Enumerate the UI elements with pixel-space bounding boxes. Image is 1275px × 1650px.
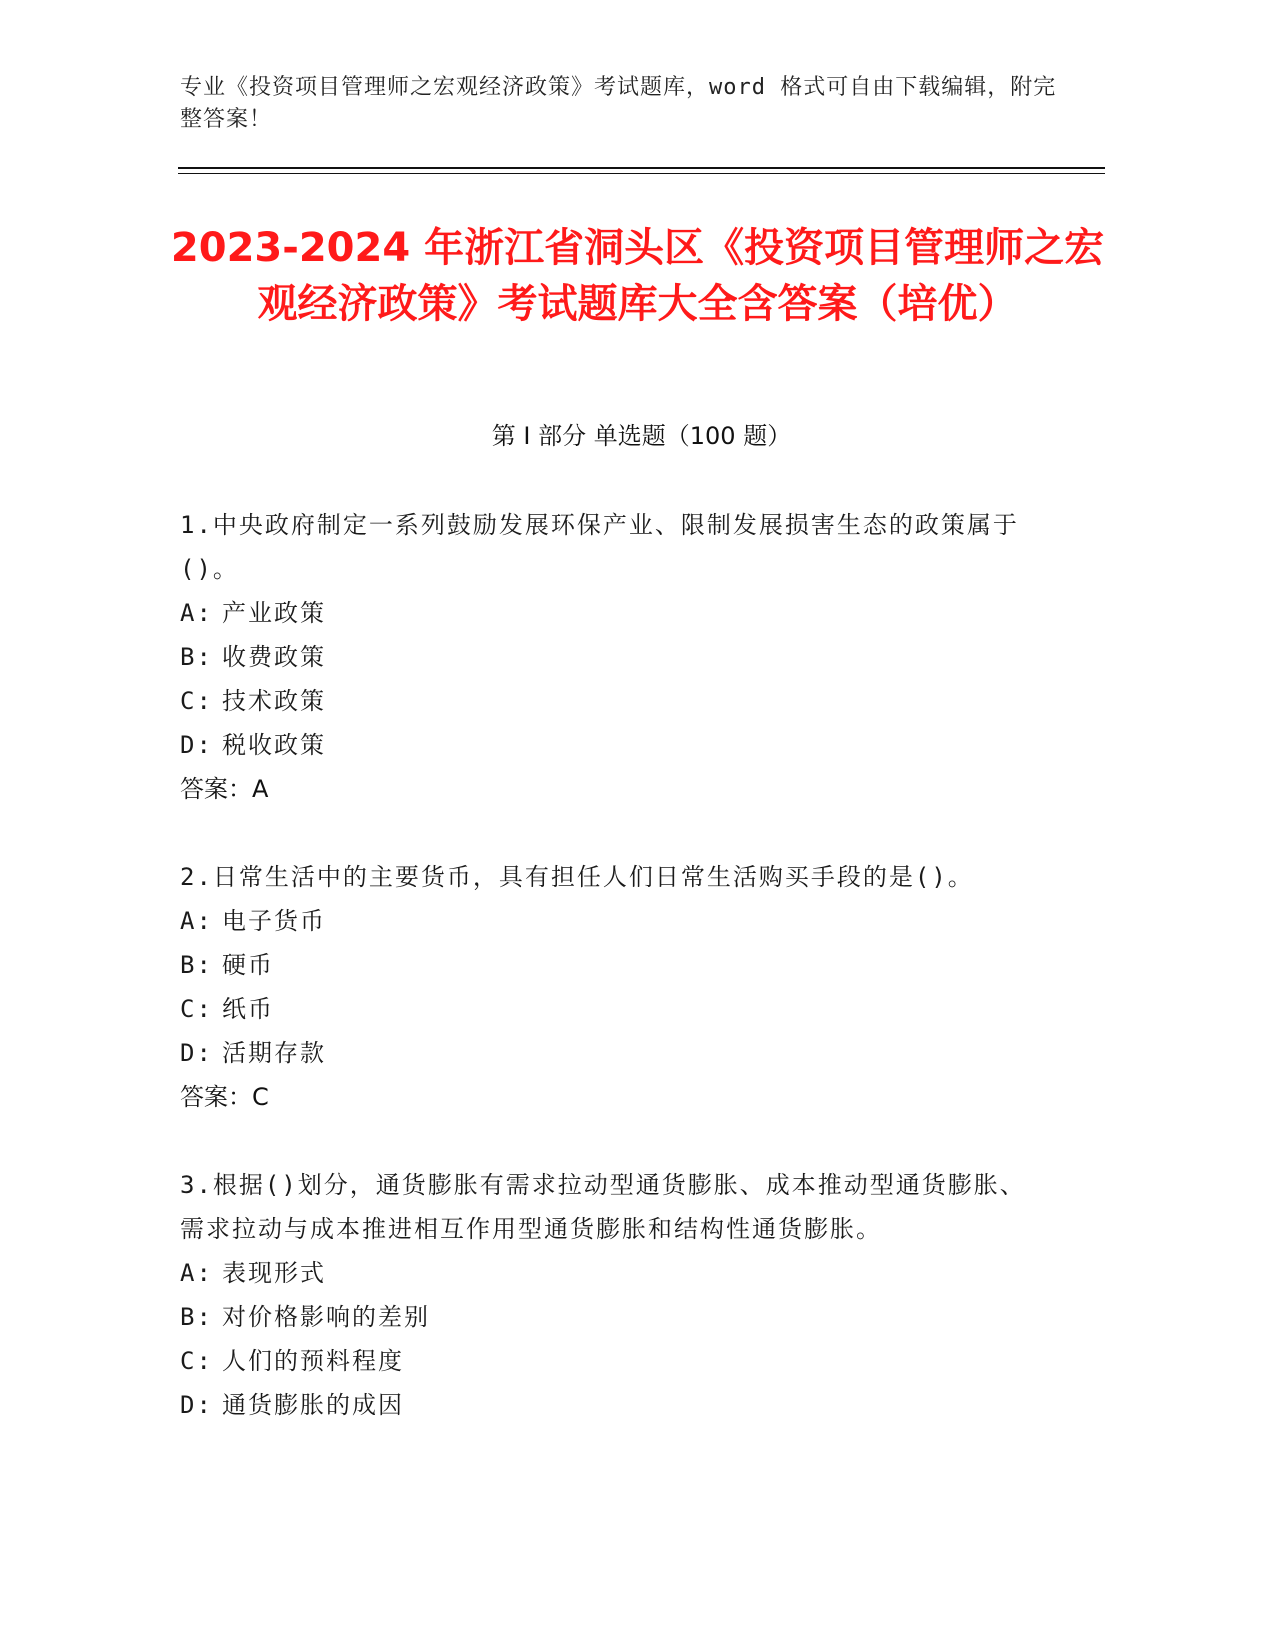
question-3	[180, 1163, 1050, 1427]
option-d	[180, 1383, 1050, 1427]
option-a	[180, 591, 1050, 635]
answer-line: 答案：A	[180, 775, 269, 803]
option-text: 纸币	[222, 995, 274, 1023]
option-text: 活期存款	[222, 1039, 326, 1067]
option-text: 对价格影响的差别	[222, 1303, 430, 1331]
option-d	[180, 723, 1050, 767]
option-key: B:	[180, 951, 213, 979]
option-text: 通货膨胀的成因	[222, 1391, 404, 1419]
option-key: B:	[180, 1303, 213, 1331]
option-a	[180, 1251, 1050, 1295]
option-key: A:	[180, 907, 213, 935]
option-text: 收费政策	[222, 643, 326, 671]
option-key: B:	[180, 643, 213, 671]
option-c	[180, 1339, 1050, 1383]
option-text: 技术政策	[222, 687, 326, 715]
option-b	[180, 1295, 1050, 1339]
option-key: C:	[180, 1347, 213, 1375]
option-text: 表现形式	[222, 1259, 326, 1287]
header-note: 专业《投资项目管理师之宏观经济政策》考试题库，word 格式可自由下载编辑，附完整答案！	[180, 75, 1057, 132]
option-text: 人们的预料程度	[222, 1347, 404, 1375]
document-title: 2023-2024 年浙江省洞头区《投资项目管理师之宏观经济政策》考试题库大全含答案（培优）	[170, 225, 1105, 327]
option-d	[180, 1031, 1050, 1075]
question-stem: 2.日常生活中的主要货币，具有担任人们日常生活购买手段的是()。	[180, 863, 974, 891]
question-2	[180, 855, 1050, 1119]
header-divider-thick	[178, 167, 1105, 169]
option-key: C:	[180, 995, 213, 1023]
option-c	[180, 679, 1050, 723]
section-heading: 第 I 部分 单选题（100 题）	[491, 422, 792, 450]
question-list	[180, 503, 1050, 1471]
answer-line: 答案：C	[180, 1083, 269, 1111]
option-key: A:	[180, 1259, 213, 1287]
option-text: 税收政策	[222, 731, 326, 759]
option-text: 硬币	[222, 951, 274, 979]
header-divider-thin	[178, 173, 1105, 174]
option-key: D:	[180, 731, 213, 759]
option-text: 电子货币	[222, 907, 326, 935]
question-1	[180, 503, 1050, 811]
option-c	[180, 987, 1050, 1031]
option-key: A:	[180, 599, 213, 627]
option-key: C:	[180, 687, 213, 715]
option-key: D:	[180, 1039, 213, 1067]
option-b	[180, 943, 1050, 987]
question-stem: 3.根据()划分，通货膨胀有需求拉动型通货膨胀、成本推动型通货膨胀、需求拉动与成本推进相互作用型通货膨胀和结构性通货膨胀。	[180, 1171, 1026, 1243]
option-key: D:	[180, 1391, 213, 1419]
question-stem: 1.中央政府制定一系列鼓励发展环保产业、限制发展损害生态的政策属于()。	[180, 511, 1019, 583]
option-b	[180, 635, 1050, 679]
option-a	[180, 899, 1050, 943]
option-text: 产业政策	[222, 599, 326, 627]
